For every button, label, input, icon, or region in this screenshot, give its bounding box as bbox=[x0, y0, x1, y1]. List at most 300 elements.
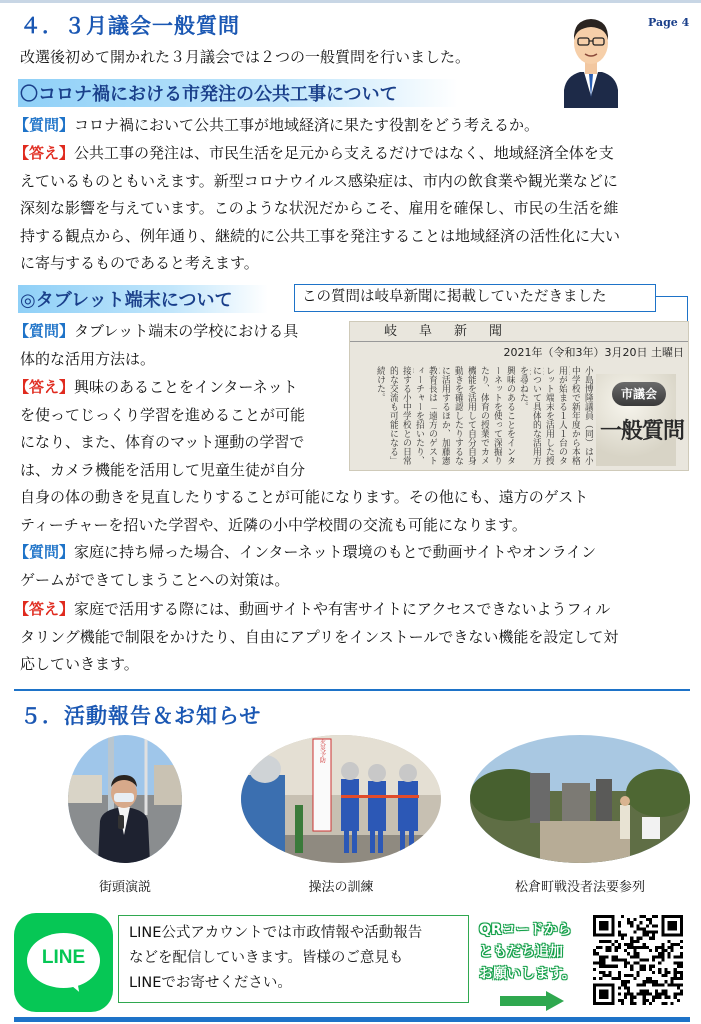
qr-module bbox=[655, 955, 658, 958]
qr-module bbox=[643, 934, 646, 937]
topic1-question bbox=[14, 112, 539, 140]
section5-title: ５．活動報告＆お知らせ bbox=[20, 704, 262, 728]
line-qr-code[interactable] bbox=[593, 915, 683, 1005]
answer-line: えているものともいえます。新型コロナウイルス感染症は、市内の飲食業や観光業などに bbox=[20, 171, 618, 190]
qr-module bbox=[661, 949, 664, 952]
qr-module bbox=[602, 940, 605, 943]
qr-module bbox=[652, 915, 655, 918]
qr-module bbox=[664, 980, 667, 983]
qr-module bbox=[677, 962, 680, 965]
qr-module bbox=[630, 993, 633, 996]
qr-module bbox=[636, 952, 639, 955]
qr-module bbox=[649, 965, 652, 968]
qr-module bbox=[621, 999, 624, 1002]
qr-module bbox=[680, 952, 683, 955]
qr-module bbox=[646, 918, 649, 921]
qr-module bbox=[677, 983, 680, 986]
qr-module bbox=[618, 921, 621, 924]
qr-call-line: ともだち追加 bbox=[479, 944, 563, 960]
qr-module bbox=[664, 971, 667, 974]
qr-module bbox=[652, 965, 655, 968]
qr-module bbox=[630, 946, 633, 949]
qr-module bbox=[596, 962, 599, 965]
memorial-photo bbox=[470, 735, 690, 863]
line-bubble-tail bbox=[65, 978, 79, 994]
qr-module bbox=[602, 955, 605, 958]
qr-module bbox=[655, 983, 658, 986]
qr-module bbox=[643, 946, 646, 949]
qr-module bbox=[667, 971, 670, 974]
qr-module bbox=[655, 946, 658, 949]
qr-module bbox=[624, 996, 627, 999]
qr-module bbox=[664, 949, 667, 952]
qr-module bbox=[661, 943, 664, 946]
qr-module bbox=[680, 946, 683, 949]
answer-line: 応していきます。 bbox=[20, 655, 139, 673]
qr-module bbox=[667, 983, 670, 986]
qr-module bbox=[599, 971, 602, 974]
qr-module bbox=[671, 983, 674, 986]
section4-intro: 改選後初めて開かれた３月議会では２つの一般質問を行いました。 bbox=[20, 48, 471, 66]
qr-module bbox=[602, 962, 605, 965]
qr-module bbox=[633, 996, 636, 999]
qr-module bbox=[652, 983, 655, 986]
qr-module bbox=[593, 968, 596, 971]
arrow-right-icon bbox=[500, 996, 546, 1006]
qr-module bbox=[677, 993, 680, 996]
page-number: Page 4 bbox=[648, 16, 690, 29]
qr-module bbox=[680, 974, 683, 977]
qr-module bbox=[671, 946, 674, 949]
clipping-date: 2021年（令和3年）3月20日 土曜日 bbox=[503, 346, 684, 359]
qr-module bbox=[652, 934, 655, 937]
qr-module bbox=[624, 993, 627, 996]
qr-module bbox=[674, 996, 677, 999]
qr-module bbox=[649, 1002, 652, 1005]
qr-module bbox=[627, 993, 630, 996]
qr-module bbox=[627, 986, 630, 989]
qr-module bbox=[646, 999, 649, 1002]
qr-module bbox=[636, 983, 639, 986]
photo-sign-text: 火災予防 bbox=[318, 739, 326, 763]
qr-module bbox=[618, 958, 621, 961]
qr-module bbox=[596, 946, 599, 949]
qr-module bbox=[640, 946, 643, 949]
qr-module bbox=[593, 949, 596, 952]
qr-module bbox=[621, 937, 624, 940]
answer-line: タリング機能で制限をかけたり、自由にアプリをインストールできない機能を設定して対 bbox=[20, 627, 619, 646]
qr-module bbox=[605, 940, 608, 943]
qr-module bbox=[636, 962, 639, 965]
qr-module bbox=[605, 974, 608, 977]
qr-module bbox=[636, 971, 639, 974]
qr-module bbox=[643, 927, 646, 930]
qr-module bbox=[652, 924, 655, 927]
clipping-column: 続けた。 bbox=[375, 366, 385, 402]
qr-module bbox=[633, 949, 636, 952]
qr-module bbox=[674, 968, 677, 971]
qr-module bbox=[627, 943, 630, 946]
qr-module bbox=[658, 946, 661, 949]
line-message-line: LINEでお寄せください。 bbox=[129, 975, 292, 991]
qr-module bbox=[618, 993, 621, 996]
qr-module bbox=[605, 949, 608, 952]
qr-module bbox=[624, 983, 627, 986]
qr-module bbox=[661, 989, 664, 992]
topic2-answer2 bbox=[14, 596, 694, 679]
qr-module bbox=[615, 940, 618, 943]
qr-module bbox=[646, 931, 649, 934]
street-speech-photo bbox=[68, 735, 182, 863]
qr-module bbox=[680, 971, 683, 974]
qr-module bbox=[624, 962, 627, 965]
qr-module bbox=[640, 927, 643, 930]
answer-line: 公共工事の発注は、市民生活を足元から支えるだけではなく、地域経済全体を支 bbox=[74, 144, 614, 162]
qr-module bbox=[646, 946, 649, 949]
qr-module bbox=[664, 989, 667, 992]
qr-module bbox=[640, 968, 643, 971]
qr-module bbox=[671, 943, 674, 946]
qr-module bbox=[661, 983, 664, 986]
qr-module bbox=[649, 931, 652, 934]
qr-module bbox=[612, 943, 615, 946]
qr-module bbox=[643, 996, 646, 999]
qr-module bbox=[643, 968, 646, 971]
qr-module bbox=[649, 977, 652, 980]
qr-module bbox=[671, 949, 674, 952]
qr-module bbox=[643, 958, 646, 961]
qr-module bbox=[633, 952, 636, 955]
photo-caption: 街頭演説 bbox=[98, 880, 151, 895]
qr-module bbox=[627, 974, 630, 977]
answer-line: は、カメラ機能を活用して児童生徒が自分 bbox=[20, 460, 306, 479]
qr-module bbox=[633, 1002, 636, 1005]
clipping-column: レット端末を活用した授 bbox=[544, 366, 554, 465]
qr-module bbox=[615, 955, 618, 958]
answer-tag: 【答え】 bbox=[14, 600, 75, 618]
qr-module bbox=[633, 940, 636, 943]
qr-module bbox=[627, 918, 630, 921]
qr-module bbox=[658, 968, 661, 971]
qr-module bbox=[671, 1002, 674, 1005]
qr-module bbox=[627, 921, 630, 924]
qr-module bbox=[640, 958, 643, 961]
qr-module bbox=[636, 946, 639, 949]
qr-module bbox=[599, 946, 602, 949]
clipping-column: たり、体育の授業でカメ bbox=[479, 366, 489, 465]
photo-caption: 松倉町戦没者法要参列 bbox=[514, 880, 645, 895]
qr-module bbox=[646, 924, 649, 927]
qr-module bbox=[602, 974, 605, 977]
qr-module bbox=[646, 977, 649, 980]
qr-module bbox=[677, 943, 680, 946]
qr-module bbox=[618, 946, 621, 949]
line-message-line: LINE公式アカウントでは市政情報や活動報告 bbox=[129, 925, 423, 941]
qr-module bbox=[652, 931, 655, 934]
line-logo bbox=[14, 913, 113, 1012]
qr-module bbox=[618, 971, 621, 974]
qr-module bbox=[652, 955, 655, 958]
qr-module bbox=[630, 955, 633, 958]
answer-line: になり、また、体育のマット運動の学習で bbox=[20, 433, 305, 451]
qr-call-line: QRコードから bbox=[479, 922, 572, 938]
question-tag: 【質問】 bbox=[14, 116, 75, 134]
answer-line: ティーチャーを招いた学習や、近隣の小中学校間の交流も可能になります。 bbox=[20, 515, 527, 534]
newspaper-notice: この質問は岐阜新聞に掲載していただきました bbox=[294, 284, 656, 312]
qr-module bbox=[646, 934, 649, 937]
qr-module bbox=[618, 999, 621, 1002]
qr-module bbox=[674, 971, 677, 974]
qr-module bbox=[667, 955, 670, 958]
clipping-column: ィーチャーを招いたり、 bbox=[414, 366, 424, 465]
qr-module bbox=[671, 980, 674, 983]
qr-module bbox=[636, 974, 639, 977]
qr-module bbox=[630, 1002, 633, 1005]
topic1-answer bbox=[14, 140, 694, 278]
qr-module bbox=[624, 949, 627, 952]
qr-module bbox=[615, 977, 618, 980]
qr-module bbox=[609, 965, 612, 968]
qr-module bbox=[618, 974, 621, 977]
qr-module bbox=[593, 952, 596, 955]
qr-module bbox=[612, 958, 615, 961]
qr-module bbox=[624, 974, 627, 977]
qr-module bbox=[655, 996, 658, 999]
qr-module bbox=[667, 952, 670, 955]
qr-module bbox=[640, 965, 643, 968]
qr-module bbox=[640, 993, 643, 996]
qr-module bbox=[661, 974, 664, 977]
qr-module bbox=[649, 980, 652, 983]
qr-module bbox=[680, 989, 683, 992]
line-message-box bbox=[118, 915, 469, 1003]
qr-module bbox=[655, 980, 658, 983]
clipping-column: 小島博隆議員（同）は小 bbox=[583, 366, 593, 465]
qr-module bbox=[664, 996, 667, 999]
qr-module bbox=[630, 943, 633, 946]
qr-module bbox=[640, 921, 643, 924]
qr-module bbox=[618, 924, 621, 927]
qr-module bbox=[602, 958, 605, 961]
qr-module bbox=[646, 980, 649, 983]
qr-module bbox=[593, 962, 596, 965]
qr-module bbox=[658, 962, 661, 965]
qr-module bbox=[680, 977, 683, 980]
qr-module bbox=[630, 937, 633, 940]
clipping-column: ーネットを使って深掘り bbox=[492, 366, 502, 465]
qr-module bbox=[621, 934, 624, 937]
qr-module bbox=[649, 968, 652, 971]
qr-module bbox=[661, 946, 664, 949]
qr-module bbox=[677, 965, 680, 968]
qr-module bbox=[655, 924, 658, 927]
qr-module bbox=[658, 971, 661, 974]
qr-module bbox=[599, 977, 602, 980]
clipping-column: 教育長は「遠方のゲスト bbox=[427, 366, 437, 465]
qr-module bbox=[621, 958, 624, 961]
qr-module bbox=[658, 996, 661, 999]
qr-module bbox=[596, 952, 599, 955]
qr-module bbox=[615, 946, 618, 949]
top-rule bbox=[0, 0, 701, 3]
qr-module bbox=[652, 999, 655, 1002]
qr-module bbox=[599, 962, 602, 965]
topic2-heading: ◎タブレット端末について bbox=[18, 285, 268, 313]
qr-module bbox=[667, 946, 670, 949]
clipping-column: に活用するほか、加藤憲 bbox=[440, 366, 450, 465]
qr-module bbox=[661, 955, 664, 958]
qr-module bbox=[661, 993, 664, 996]
clipping-column: を尋ねた。 bbox=[518, 366, 528, 411]
qr-module bbox=[627, 989, 630, 992]
qr-module bbox=[630, 974, 633, 977]
qr-module bbox=[658, 952, 661, 955]
qr-module bbox=[643, 1002, 646, 1005]
topic2-question2 bbox=[14, 539, 694, 594]
qr-module bbox=[612, 965, 615, 968]
qr-module bbox=[661, 1002, 664, 1005]
qr-module bbox=[655, 915, 658, 918]
qr-module bbox=[605, 955, 608, 958]
answer-tag: 【答え】 bbox=[14, 378, 75, 396]
qr-module bbox=[609, 974, 612, 977]
qr-module bbox=[674, 962, 677, 965]
qr-module bbox=[677, 977, 680, 980]
clipping-column: 中学校で新年度から本格 bbox=[570, 366, 580, 465]
qr-module bbox=[643, 943, 646, 946]
qr-module bbox=[646, 958, 649, 961]
qr-module bbox=[640, 989, 643, 992]
qr-module bbox=[593, 977, 596, 980]
qr-module bbox=[649, 918, 652, 921]
qr-module bbox=[640, 983, 643, 986]
qr-module bbox=[680, 983, 683, 986]
qr-module bbox=[652, 937, 655, 940]
answer-line: を使ってじっくり学習を進めることが可能 bbox=[20, 405, 306, 424]
question-line: 体的な活用方法は。 bbox=[20, 349, 156, 368]
qr-module bbox=[649, 937, 652, 940]
qr-module bbox=[615, 965, 618, 968]
qr-module bbox=[680, 965, 683, 968]
qr-module bbox=[621, 980, 624, 983]
answer-line: 興味のあることをインターネット bbox=[74, 378, 298, 396]
answer-line: 自身の体の動きを見直したりすることが可能になります。その他にも、遠方のゲスト bbox=[20, 488, 589, 506]
qr-module bbox=[624, 980, 627, 983]
qr-module bbox=[636, 937, 639, 940]
qr-module bbox=[646, 989, 649, 992]
qr-module bbox=[664, 974, 667, 977]
qr-module bbox=[667, 996, 670, 999]
qr-module bbox=[677, 986, 680, 989]
clipping-column: 的な交流も可能になる」 bbox=[388, 366, 398, 465]
qr-module bbox=[680, 993, 683, 996]
qr-module bbox=[680, 940, 683, 943]
qr-module bbox=[636, 940, 639, 943]
bottom-rule bbox=[14, 1017, 690, 1022]
qr-call-to-action bbox=[479, 919, 589, 985]
qr-module bbox=[640, 937, 643, 940]
qr-module bbox=[630, 965, 633, 968]
qr-module bbox=[618, 934, 621, 937]
qr-module bbox=[674, 983, 677, 986]
qr-module bbox=[677, 955, 680, 958]
qr-module bbox=[633, 955, 636, 958]
qr-module bbox=[627, 946, 630, 949]
qr-module bbox=[630, 968, 633, 971]
answer-line: 家庭で活用する際には、動画サイトや有害サイトにアクセスできないようフィル bbox=[74, 600, 611, 618]
qr-module bbox=[627, 952, 630, 955]
qr-module bbox=[664, 1002, 667, 1005]
qr-module bbox=[680, 955, 683, 958]
qr-module bbox=[677, 971, 680, 974]
qr-module bbox=[624, 986, 627, 989]
qr-module bbox=[655, 931, 658, 934]
qr-module bbox=[643, 980, 646, 983]
qr-module bbox=[661, 958, 664, 961]
question-text: コロナ禍において公共工事が地域経済に果たす役割をどう考えるか。 bbox=[74, 116, 540, 134]
qr-module bbox=[646, 993, 649, 996]
photo-caption: 操法の訓練 bbox=[308, 880, 374, 895]
clipping-column: 機能を活用して自分自身 bbox=[466, 366, 476, 465]
qr-module bbox=[674, 943, 677, 946]
qr-module bbox=[633, 946, 636, 949]
section-divider bbox=[14, 689, 690, 691]
qr-module bbox=[599, 940, 602, 943]
qr-module bbox=[621, 915, 624, 918]
qr-module bbox=[674, 993, 677, 996]
qr-module bbox=[630, 996, 633, 999]
qr-module bbox=[636, 993, 639, 996]
clipping-paper-name: 岐阜新聞 bbox=[350, 322, 689, 342]
line-message-line: などを配信していきます。皆様のご意見も bbox=[129, 950, 404, 966]
answer-tag: 【答え】 bbox=[14, 144, 75, 162]
qr-module bbox=[609, 949, 612, 952]
qr-module bbox=[624, 943, 627, 946]
qr-call-line: お願いします。 bbox=[479, 966, 576, 982]
qr-module bbox=[602, 965, 605, 968]
qr-module bbox=[636, 955, 639, 958]
qr-module bbox=[643, 993, 646, 996]
qr-module bbox=[618, 986, 621, 989]
topic2-question1 bbox=[14, 318, 346, 373]
qr-module bbox=[612, 977, 615, 980]
qr-module bbox=[649, 993, 652, 996]
qr-module bbox=[655, 993, 658, 996]
qr-module bbox=[605, 965, 608, 968]
qr-module bbox=[633, 977, 636, 980]
question-line: タブレット端末の学校における具 bbox=[74, 322, 299, 340]
qr-module bbox=[636, 924, 639, 927]
qr-module bbox=[624, 934, 627, 937]
qr-module bbox=[599, 958, 602, 961]
qr-module bbox=[630, 999, 633, 1002]
qr-module bbox=[643, 983, 646, 986]
qr-module bbox=[671, 977, 674, 980]
answer-line: 持する観点から、例年通り、継続的に公共工事を発注することは地域経済の活性化に大い bbox=[20, 226, 621, 245]
qr-module bbox=[661, 952, 664, 955]
clipping-column: について具体的な活用方 bbox=[531, 366, 541, 465]
qr-module bbox=[658, 993, 661, 996]
qr-module bbox=[630, 924, 633, 927]
qr-module bbox=[618, 943, 621, 946]
qr-module bbox=[674, 974, 677, 977]
section4-title: ４．３月議会一般質問 bbox=[20, 14, 240, 38]
qr-module bbox=[612, 955, 615, 958]
qr-module bbox=[621, 983, 624, 986]
qr-module bbox=[667, 940, 670, 943]
qr-module bbox=[643, 915, 646, 918]
qr-module bbox=[652, 996, 655, 999]
